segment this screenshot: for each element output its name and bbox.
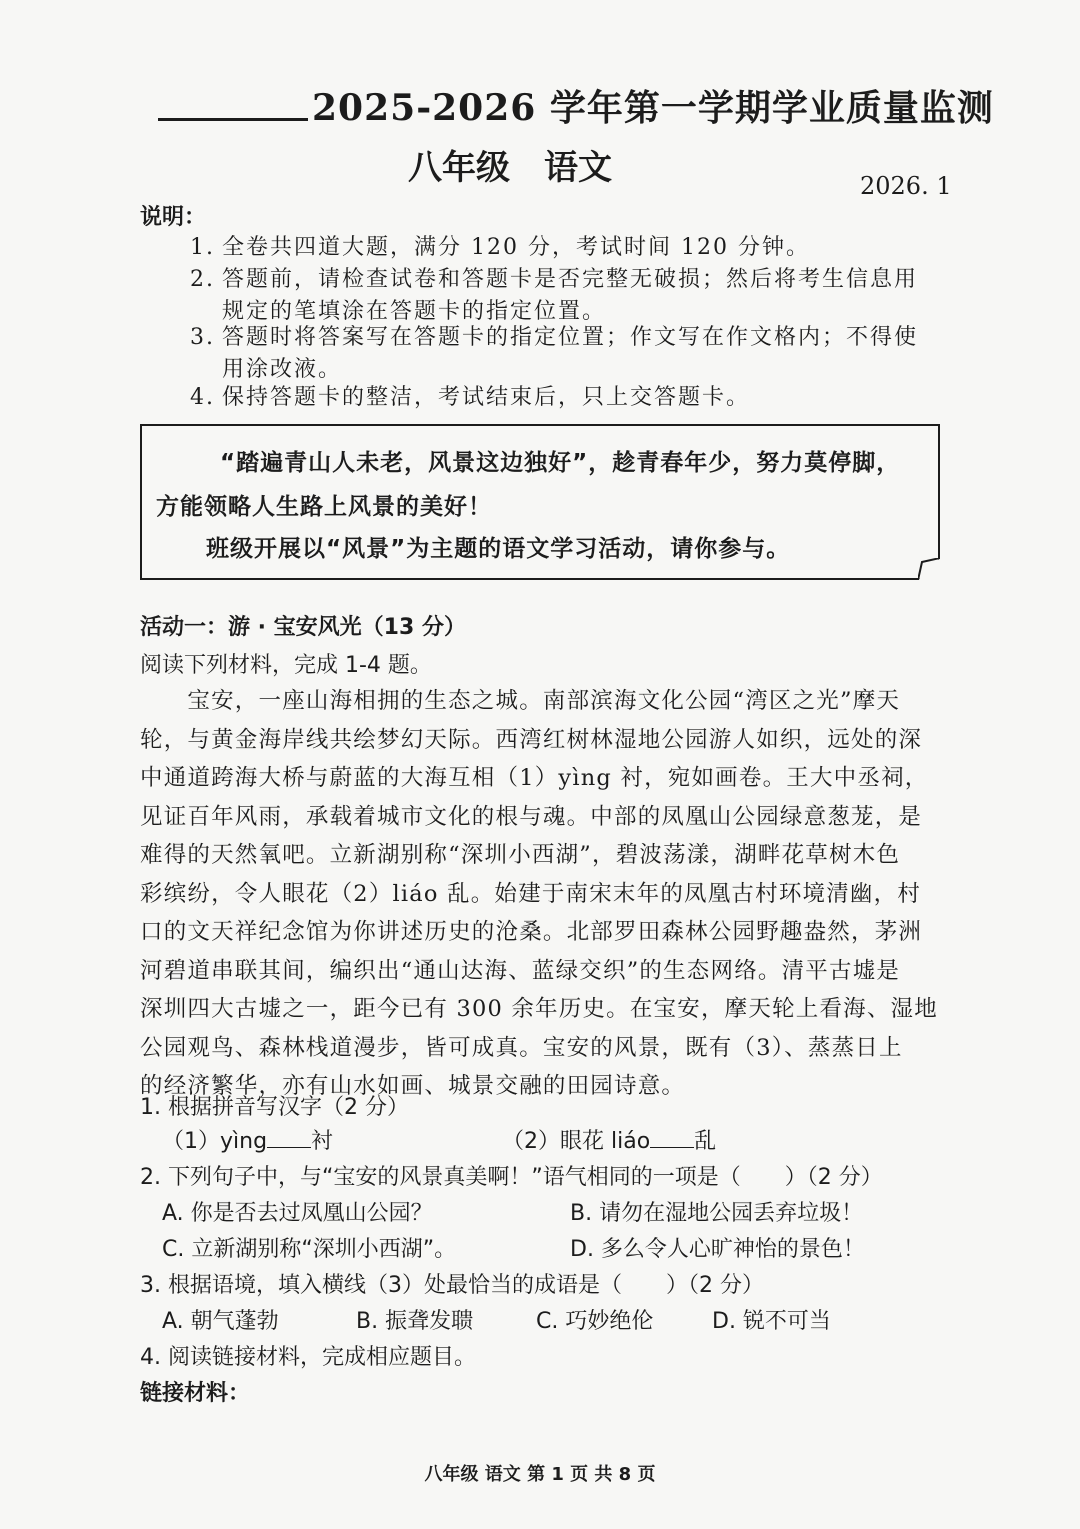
passage-line: 公园观鸟、森林栈道漫步，皆可成真。宝安的风景，既有（3）、蒸蒸日上 <box>140 1034 903 1061</box>
intro-line-1: “踏遍青山人未老，风景这边独好”，趁青春年少，努力莫停脚， <box>220 450 901 476</box>
answer-blank <box>650 1129 694 1148</box>
passage-line: 轮，与黄金海岸线共绘梦幻天际。西湾红树林湿地公园游人如织，远处的深 <box>140 726 923 753</box>
intro-box <box>140 424 940 580</box>
note-item-3 <box>190 322 970 386</box>
question-2-option-b: B. 请勿在湿地公园丢弃垃圾！ <box>570 1201 864 1226</box>
folded-corner-icon <box>918 558 940 580</box>
question-2-stem: 2. 下列句子中，与“宝安的风景真美啊！”语气相同的一项是（ ）（2 分） <box>140 1165 883 1190</box>
passage-line: 中通道跨海大桥与蔚蓝的大海互相（1）yìng 衬，宛如画卷。王大中丞祠， <box>140 765 929 791</box>
q1-part1-pinyin: （1）yìng <box>162 1129 268 1154</box>
answer-blank <box>267 1129 311 1148</box>
question-2-option-c: C. 立新湖别称“深圳小西湖”。 <box>162 1237 457 1262</box>
exam-date: 2026. 1 <box>860 172 952 200</box>
question-1-stem: 1. 根据拼音写汉字（2 分） <box>140 1095 409 1120</box>
note-number: 4. <box>190 385 215 410</box>
question-1-part-2 <box>502 1124 716 1155</box>
question-1-part-1 <box>162 1124 333 1155</box>
intro-line-2: 方能领略人生路上风景的美好！ <box>156 494 492 520</box>
passage-line: 宝安，一座山海相拥的生态之城。南部滨海文化公园“湾区之光”摩天 <box>140 688 901 714</box>
activity-1-heading: 活动一：游 · 宝安风光（13 分） <box>140 615 466 640</box>
note-item-2 <box>190 264 970 328</box>
note-item-1 <box>190 232 970 264</box>
exam-subtitle: 八年级 语文 <box>408 148 612 188</box>
question-3-option-a: A. 朝气蓬勃 <box>162 1309 279 1334</box>
page-footer: 八年级 语文 第 1 页 共 8 页 <box>424 1464 656 1485</box>
activity-1-instruction: 阅读下列材料，完成 1-4 题。 <box>140 653 432 678</box>
note-text-continued: 用涂改液。 <box>222 357 343 382</box>
passage-line: 口的文天祥纪念馆为你讲述历史的沧桑。北部罗田森林公园野趣盎然，茅洲 <box>140 919 923 945</box>
note-text: 全卷共四道大题，满分 120 分，考试时间 120 分钟。 <box>222 235 810 260</box>
question-3-option-b: B. 振聋发聩 <box>356 1309 474 1334</box>
q1-part2-pinyin: （2）眼花 liáo <box>502 1129 651 1154</box>
reading-passage <box>140 682 950 1106</box>
q1-part1-suffix: 衬 <box>311 1129 334 1154</box>
school-name-blank <box>158 118 308 121</box>
passage-line: 见证百年风雨，承载着城市文化的根与魂。中部的凤凰山公园绿意葱茏，是 <box>140 803 923 830</box>
note-number: 3. <box>190 325 215 350</box>
notes-heading: 说明： <box>140 204 207 230</box>
note-item-4 <box>190 382 970 414</box>
passage-line: 彩缤纷，令人眼花（2）liáo 乱。始建于南宋末年的凤凰古村环境清幽，村 <box>140 880 922 907</box>
passage-line: 难得的天然氧吧。立新湖别称“深圳小西湖”，碧波荡漾，湖畔花草树木色 <box>140 842 901 868</box>
passage-line: 深圳四大古墟之一，距今已有 300 余年历史。在宝安，摩天轮上看海、湿地 <box>140 996 938 1022</box>
question-2-option-a: A. 你是否去过凤凰山公园？ <box>162 1201 433 1226</box>
note-text: 答题时将答案写在答题卡的指定位置；作文写在作文格内；不得使 <box>222 325 919 350</box>
question-3-stem: 3. 根据语境，填入横线（3）处最恰当的成语是（ ）（2 分） <box>140 1273 764 1298</box>
note-text-continued: 规定的笔填涂在答题卡的指定位置。 <box>222 299 607 324</box>
q1-part2-suffix: 乱 <box>694 1129 717 1154</box>
note-number: 1. <box>190 235 215 260</box>
note-text: 答题前，请检查试卷和答题卡是否完整无破损；然后将考生信息用 <box>222 267 919 292</box>
question-4-stem: 4. 阅读链接材料，完成相应题目。 <box>140 1345 476 1370</box>
note-text: 保持答题卡的整洁，考试结束后，只上交答题卡。 <box>222 385 751 410</box>
note-number: 2. <box>190 267 215 292</box>
link-material-heading: 链接材料： <box>140 1381 251 1406</box>
question-2-option-d: D. 多么令人心旷神怡的景色！ <box>570 1237 865 1262</box>
exam-title: 2025-2026 学年第一学期学业质量监测 <box>312 87 994 129</box>
passage-line: 的经济繁华，亦有山水如画、城景交融的田园诗意。 <box>140 1073 686 1099</box>
question-3-option-c: C. 巧妙绝伦 <box>536 1309 654 1334</box>
intro-line-3: 班级开展以“风景”为主题的语文学习活动，请你参与。 <box>206 536 791 562</box>
question-3-option-d: D. 锐不可当 <box>712 1309 831 1334</box>
passage-line: 河碧道串联其间，编织出“通山达海、蓝绿交织”的生态网络。清平古墟是 <box>140 957 901 984</box>
